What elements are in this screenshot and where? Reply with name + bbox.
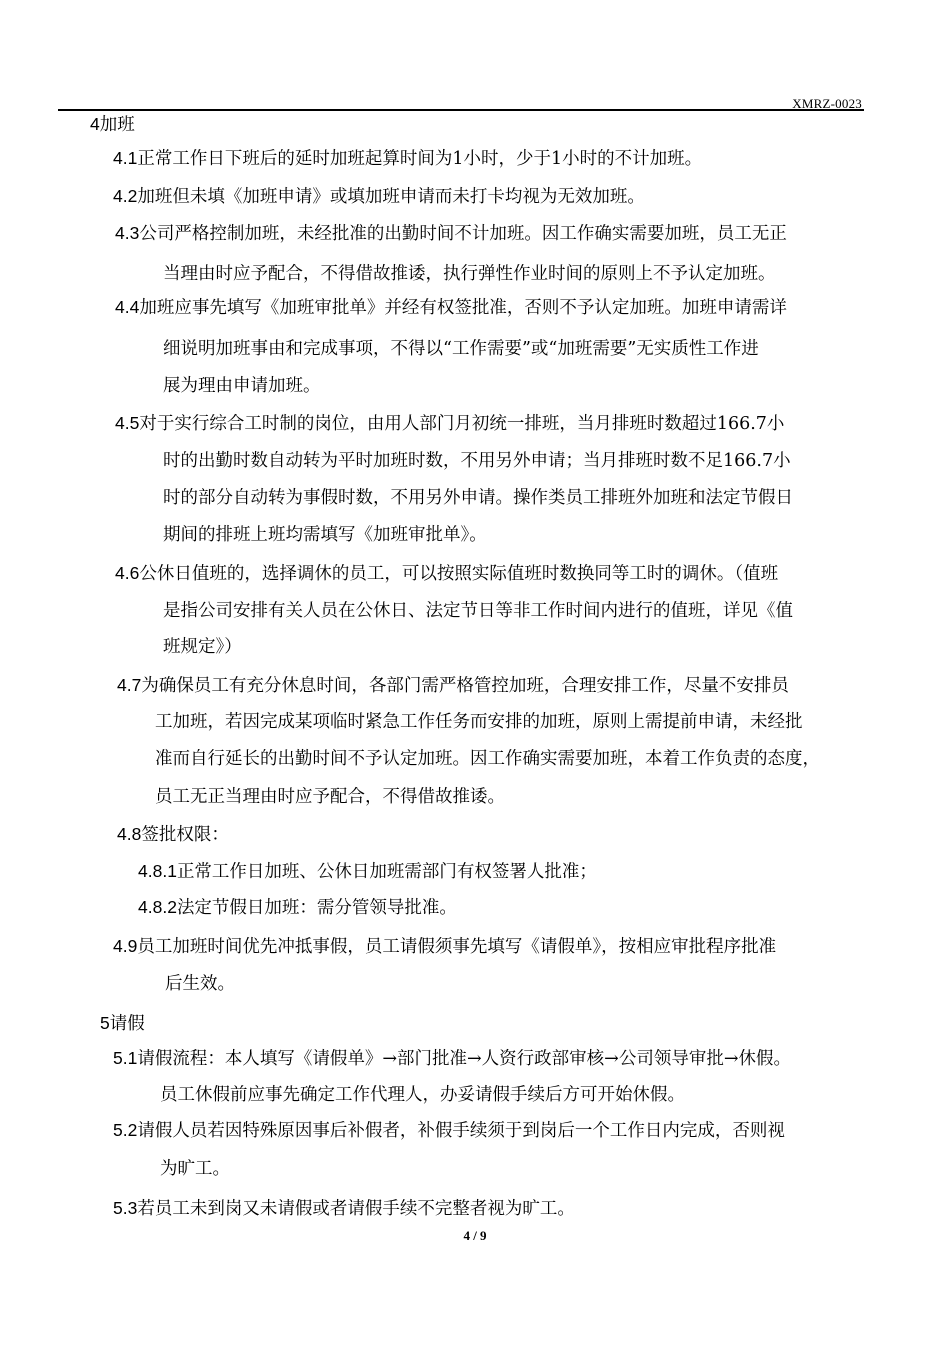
section-5-heading: 5请假 [100,1013,145,1034]
item-4-7-line-2: 工加班，若因完成某项临时紧急工作任务而安排的加班，原则上需提前申请，未经批 [155,712,803,732]
item-4-3-line-2: 当理由时应予配合，不得借故推诿，执行弹性作业时间的原则上不予认定加班。 [163,264,776,284]
item-4-9: 4.9员工加班时间优先冲抵事假，员工请假须事先填写《请假单》，按相应审批程序批准 [113,936,777,957]
item-5-2: 5.2请假人员若因特殊原因事后补假者，补假手续须于到岗后一个工作日内完成，否则视 [113,1120,785,1141]
item-4-8: 4.8签批权限： [117,824,229,845]
item-4-4-line-2: 细说明加班事由和完成事项，不得以“工作需要”或“加班需要”无实质性工作进 [163,339,759,359]
item-4-5: 4.5对于实行综合工时制的岗位，由用人部门月初统一排班，当月排班时数超过166.7小 [115,413,785,434]
item-4-5-line-3: 时的部分自动转为事假时数，不用另外申请。操作类员工排班外加班和法定节假日 [163,488,793,508]
item-4-1: 4.1正常工作日下班后的延时加班起算时间为1小时，少于1小时的不计加班。 [113,148,703,169]
item-5-2-line-2: 为旷工。 [160,1159,230,1179]
header-rule [58,109,864,111]
item-4-6: 4.6公休日值班的，选择调休的员工，可以按照实际值班时数换同等工时的调休。（值班 [115,563,779,584]
item-4-3: 4.3公司严格控制加班，未经批准的出勤时间不计加班。因工作确实需要加班，员工无正 [115,223,787,244]
item-4-7-line-3: 准而自行延长的出勤时间不予认定加班。因工作确实需要加班，本着工作负责的态度， [155,749,820,769]
item-4-9-line-2: 后生效。 [165,974,235,994]
item-4-8-1: 4.8.1正常工作日加班、公休日加班需部门有权签署人批准； [138,861,597,882]
document-code: XMRZ-0023 [792,96,862,111]
item-5-3: 5.3若员工未到岗又未请假或者请假手续不完整者视为旷工。 [113,1198,575,1219]
page-number: 4 / 9 [463,1228,487,1243]
item-4-2: 4.2加班但未填《加班申请》或填加班申请而未打卡均视为无效加班。 [113,186,645,207]
item-5-1: 5.1请假流程：本人填写《请假单》→部门批准→人资行政部审核→公司领导审批→休假。 [113,1048,791,1069]
section-4-heading: 4加班 [90,114,135,135]
item-4-8-2: 4.8.2法定节假日加班：需分管领导批准。 [138,897,457,918]
item-4-6-line-3: 班规定》） [163,637,242,657]
item-4-4-line-3: 展为理由申请加班。 [163,376,321,396]
item-4-7-line-4: 员工无正当理由时应予配合，不得借故推诿。 [155,787,505,807]
item-4-7: 4.7为确保员工有充分休息时间，各部门需严格管控加班，合理安排工作，尽量不安排员 [117,675,789,696]
item-4-5-line-2: 时的出勤时数自动转为平时加班时数，不用另外申请；当月排班时数不足166.7小 [163,451,791,471]
item-4-6-line-2: 是指公司安排有关人员在公休日、法定节日等非工作时间内进行的值班，详见《值 [163,601,793,621]
item-5-1-line-2: 员工休假前应事先确定工作代理人，办妥请假手续后方可开始休假。 [160,1085,685,1105]
item-4-4: 4.4加班应事先填写《加班审批单》并经有权签批准，否则不予认定加班。加班申请需详 [115,297,787,318]
item-4-5-line-4: 期间的排班上班均需填写《加班审批单》。 [163,525,487,545]
